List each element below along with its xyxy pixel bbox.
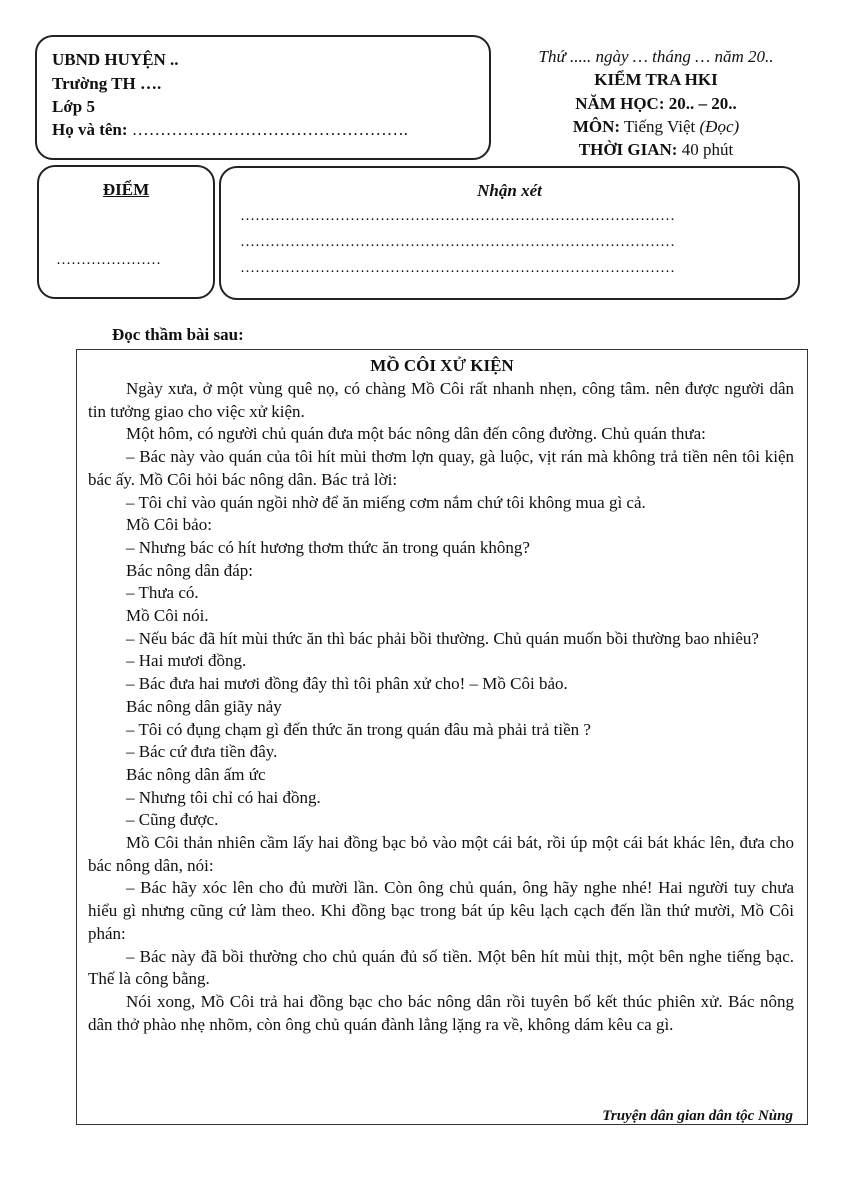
passage-paragraph: Mồ Côi thản nhiên cầm lấy hai đồng bạc bỏ vào một cái bát, rồi úp một cái bát khác lên, đưa cho bác nông dân, nói: [88,833,794,875]
name-label: Họ và tên: [52,120,128,139]
time-value: 40 phút [681,140,734,159]
passage-paragraph: – Thưa có. [126,583,199,603]
passage-paragraph: – Bác đưa hai mươi đồng đây thì tôi phân xử cho! – Mồ Côi bảo. [126,674,568,694]
comment-line: …………………………………………………………………………… [240,260,675,276]
passage-paragraph: Một hôm, có người chủ quán đưa một bác nông dân đến công đường. Chủ quán thưa: [126,424,706,444]
name-dots: …………………………………………. [131,120,409,139]
score-dots: ………………… [56,252,161,268]
passage-paragraph: – Nhưng tôi chỉ có hai đồng. [126,787,321,807]
passage-body [88,378,794,1036]
passage-paragraph: Bác nông dân đáp: [126,560,253,580]
passage-source: Truyện dân gian dân tộc Nùng [602,1108,793,1124]
school-year: NĂM HỌC: 20.. – 20.. [575,94,737,113]
passage-paragraph: – Bác cứ đưa tiền đây. [126,742,278,762]
passage-paragraph: Ngày xưa, ở một vùng quê nọ, có chàng Mồ Côi rất nhanh nhẹn, công tâm. nên được người dân tin tưởng giao cho việc xử kiện. [88,379,794,421]
passage-paragraph: Mồ Côi bảo: [126,515,212,535]
passage-paragraph: – Bác này đã bồi thường cho chủ quán đủ số tiền. Một bên hít mùi thịt, một bên nghe tiếng bạc. Thế là công bằng. [88,946,794,989]
time-label: THỜI GIAN: [578,140,678,159]
school-label: Trường TH …. [52,74,162,93]
passage-paragraph: Bác nông dân ấm ức [126,764,266,784]
district-label: UBND HUYỆN .. [52,50,179,69]
comment-line: …………………………………………………………………………… [240,234,675,250]
exam-title: KIỂM TRA HKI [594,70,718,89]
student-name-line [52,120,408,140]
subject-label: MÔN: [572,117,621,136]
passage-paragraph: – Hai mươi đồng. [126,651,247,671]
comment-label: Nhận xét [477,181,542,200]
reading-instruction: Đọc thầm bài sau: [112,325,244,344]
passage-paragraph: – Cũng được. [126,810,219,830]
subject-note: (Đọc) [699,117,740,136]
passage-paragraph: – Tôi có đụng chạm gì đến thức ăn trong quán đâu mà phải trả tiền ? [126,719,591,739]
passage-paragraph: Mồ Côi nói. [126,606,209,626]
passage-paragraph: – Nhưng bác có hít hương thơm thức ăn trong quán không? [126,537,530,557]
passage-title: MỒ CÔI XỬ KIỆN [370,356,514,375]
passage-frame [76,349,808,1125]
time-line [503,140,809,160]
date-line: Thứ ..... ngày … tháng … năm 20.. [538,47,774,66]
passage-paragraph: – Bác này vào quán của tôi hít mùi thơm lợn quay, gà luộc, vịt rán mà không trả tiền nên tôi kiện bác ấy. Mồ Côi hỏi bác nông dân. Bác trả lời: [88,447,794,489]
comment-line: …………………………………………………………………………… [240,208,675,224]
subject-value: Tiếng Việt [624,117,696,136]
score-label: ĐIỂM [102,180,150,199]
passage-paragraph: Bác nông dân giãy nảy [126,696,282,716]
class-label: Lớp 5 [52,97,95,116]
passage-paragraph: – Nếu bác đã hít mùi thức ăn thì bác phải bồi thường. Chủ quán muốn bồi thường bao nhiêu? [126,628,759,648]
passage-paragraph: – Bác hãy xóc lên cho đủ mười lần. Còn ông chủ quán, ông hãy nghe nhé! Hai người tuy chưa hiểu gì nhưng cũng cứ làm theo. Khi đồng bạc trong bát úp kêu lạch cạch đến lần thứ mười, Mồ Côi phán: [88,878,794,943]
passage-paragraph: – Tôi chỉ vào quán ngồi nhờ để ăn miếng cơm nắm chứ tôi không mua gì cả. [126,492,646,512]
subject-line [503,117,809,137]
passage-paragraph: Nói xong, Mồ Côi trả hai đồng bạc cho bác nông dân rồi tuyên bố kết thúc phiên xử. Bác nông dân thở phào nhẹ nhõm, còn ông chủ quán đành lẳng lặng ra về, không dám kêu ca gì. [88,991,794,1034]
